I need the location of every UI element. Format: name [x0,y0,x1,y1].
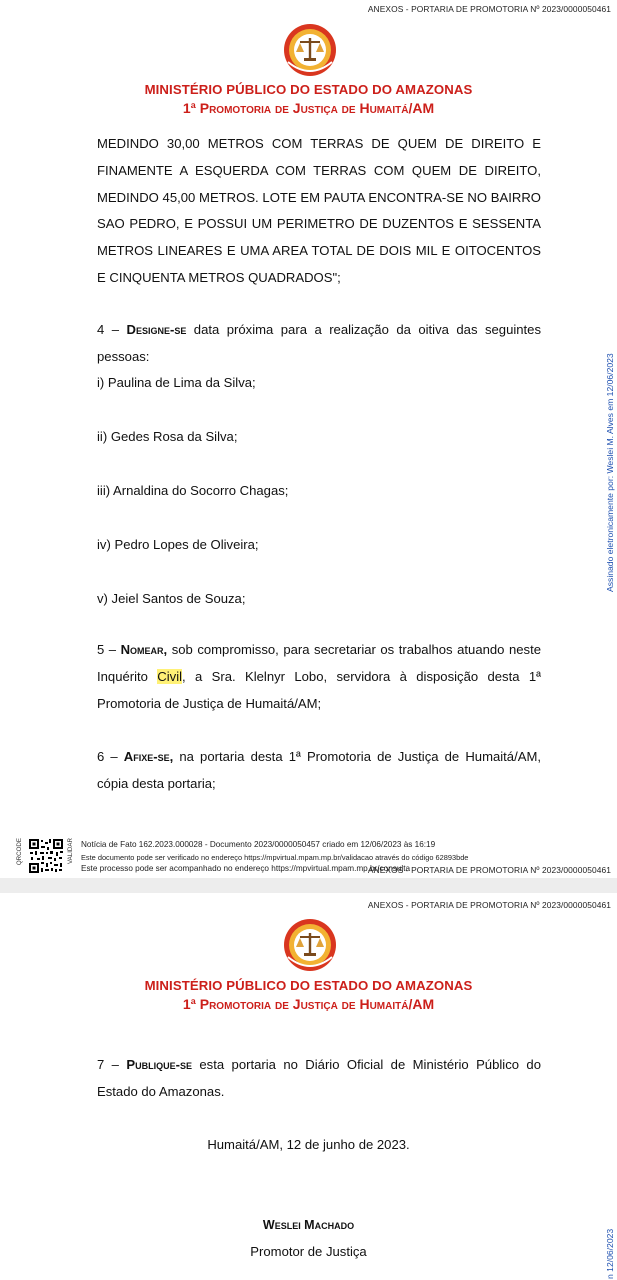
org-unit: 1ª Promotoria de Justiça de Humaitá/AM [182,100,435,116]
signer-role: Promotor de Justiça [250,1244,367,1259]
electronic-signature-stamp-partial: n 12/06/2023 [605,1228,615,1279]
item-4 [97,317,541,371]
item-6-keyword: Afixe-se, [123,749,174,764]
org-name: MINISTÉRIO PÚBLICO DO ESTADO DO AMAZONAS [144,82,473,97]
item-4-text: data próxima para a realização da oitiva das seguintes pessoas: [97,322,542,364]
item-5-text-b: , a Sra. Klelnyr Lobo, servidora à disposição desta 1ª Promotoria de Justiça de Humaitá/AM; [97,668,541,711]
witness-1: i) Paulina de Lima da Silva; [97,375,256,390]
item-4-keyword: Designe-se [126,322,187,337]
item-6-text: na portaria desta 1ª Promotoria de Justiça de Humaitá/AM, cópia desta portaria; [97,749,541,791]
item-6-number: 6 – [97,749,124,764]
place-and-date: Humaitá/AM, 12 de junho de 2023. [207,1137,410,1152]
seal-icon [282,917,338,973]
seal-icon [282,22,338,78]
electronic-signature-stamp: Assinado eletronicamente por: Weslei M. Alves em 12/06/2023 [605,353,615,592]
continuation-paragraph: MEDINDO 30,00 METROS COM TERRAS DE QUEM DE DIREITO E FINAMENTE A ESQUERDA COM TERRAS COM QUEM DE DIREITO, MEDINDO 45,00 METROS. LOTE EM PAUTA ENCONTRA-SE NO BAIRRO SAO PEDRO, E POSSUI UM PERIMETRO DE DUZENTOS E SESSENTA METROS LINEARES E UMA AREA TOTAL DE DOIS MIL E OITOCENTOS E CINQUENTA METROS QUADRADOS"; [97,136,541,285]
item-6 [97,744,541,798]
item-4-number: 4 – [97,322,127,337]
item-7 [97,1052,541,1106]
page-header-annex-ref: ANEXOS - PORTARIA DE PROMOTORIA Nº 2023/0000050461 [367,4,611,14]
signer-name: Weslei Machado [262,1218,355,1232]
item-7-number: 7 – [97,1057,127,1072]
footer-verify-link[interactable]: Este documento pode ser verificado no endereço https://mpvirtual.mpam.mp.br/validacao através do código 62893bde [81,853,469,862]
witness-2: ii) Gedes Rosa da Silva; [97,429,238,444]
witness-3: iii) Arnaldina do Socorro Chagas; [97,483,289,498]
validar-label: VALIDAR [67,838,74,865]
document-page-2 [0,893,617,1280]
footer-overlap-annex-ref: ANEXOS - PORTARIA DE PROMOTORIA Nº 2023/0000050461 [367,865,611,875]
witness-4: iv) Pedro Lopes de Oliveira; [97,537,259,552]
highlighted-word: Civil [157,668,183,684]
qr-code-icon[interactable] [28,838,64,874]
item-7-keyword: Publique-se [126,1057,192,1072]
item-5-keyword: Nomear, [120,642,168,657]
footer-tracking-link[interactable]: Este processo pode ser acompanhado no endereço https://mpvirtual.mpam.mp.br/consulta [81,864,411,873]
page-header-annex-ref: ANEXOS - PORTARIA DE PROMOTORIA Nº 2023/0000050461 [367,900,611,910]
footer-document-info: Notícia de Fato 162.2023.000028 - Documento 2023/0000050457 criado em 12/06/2023 às 16:19 [81,840,436,849]
item-7-text: esta portaria no Diário Oficial de Ministério Público do Estado do Amazonas. [97,1057,541,1099]
page-separator [0,878,617,893]
witness-5: v) Jeiel Santos de Souza; [97,591,246,606]
item-5-text-a: sob compromisso, para secretariar os trabalhos atuando neste Inquérito [97,642,541,684]
org-unit: 1ª Promotoria de Justiça de Humaitá/AM [182,996,435,1012]
org-name: MINISTÉRIO PÚBLICO DO ESTADO DO AMAZONAS [144,978,473,993]
item-5-number: 5 – [97,642,121,657]
page-footer [0,834,617,878]
qrcode-label: QRCODE [16,838,23,866]
item-5 [97,637,541,717]
